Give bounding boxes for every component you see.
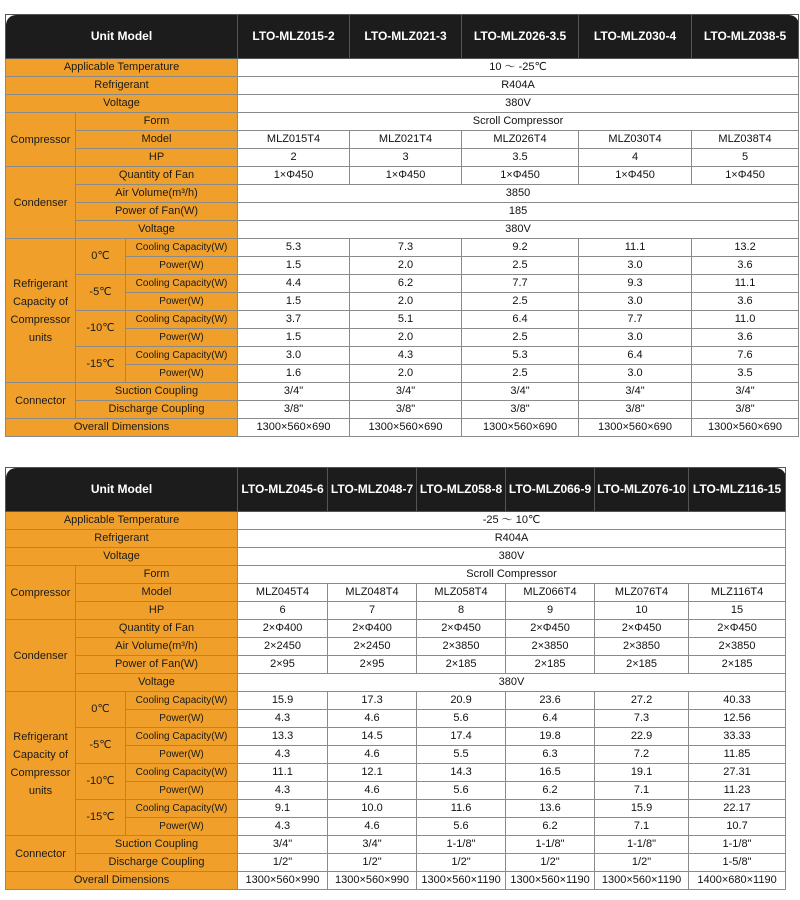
fan-quantity-value: 2×Φ450 bbox=[506, 620, 595, 638]
power-value: 4.3 bbox=[238, 710, 328, 728]
voltage-label: Voltage bbox=[6, 95, 238, 113]
temperature-label: -10℃ bbox=[76, 311, 126, 347]
power-value: 11.85 bbox=[689, 746, 786, 764]
refrigerant-value: R404A bbox=[238, 77, 799, 95]
fan-quantity-value: 1×Φ450 bbox=[462, 167, 579, 185]
overall-dimensions-row bbox=[6, 872, 786, 890]
cooling-value: 5.1 bbox=[350, 311, 462, 329]
cooling-capacity-row bbox=[6, 692, 786, 710]
air-volume-value: 3850 bbox=[238, 185, 799, 203]
compressor-model-value: MLZ045T4 bbox=[238, 584, 328, 602]
power-value: 2.5 bbox=[462, 293, 579, 311]
power-value: 2.0 bbox=[350, 293, 462, 311]
fan-quantity-value: 1×Φ450 bbox=[238, 167, 350, 185]
voltage-row bbox=[6, 95, 799, 113]
fan-quantity-value: 2×Φ450 bbox=[595, 620, 689, 638]
cooling-capacity-label: Cooling Capacity(W) bbox=[126, 347, 238, 365]
model-header: LTO-MLZ026-3.5 bbox=[462, 15, 579, 59]
power-value: 1.5 bbox=[238, 329, 350, 347]
model-header: LTO-MLZ066-9 bbox=[506, 468, 595, 512]
compressor-model-value: MLZ058T4 bbox=[417, 584, 506, 602]
cooling-value: 17.4 bbox=[417, 728, 506, 746]
model-label: Model bbox=[76, 584, 238, 602]
power-value: 10.7 bbox=[689, 818, 786, 836]
power-value: 6.4 bbox=[506, 710, 595, 728]
model-header: LTO-MLZ048-7 bbox=[328, 468, 417, 512]
header-row bbox=[6, 15, 799, 59]
hp-value: 4 bbox=[579, 149, 692, 167]
fan-power-value: 2×95 bbox=[328, 656, 417, 674]
applicable-temperature-value: 10 ～ -25℃ bbox=[238, 59, 799, 77]
temperature-label: -5℃ bbox=[76, 728, 126, 764]
power-value: 4.3 bbox=[238, 818, 328, 836]
cooling-value: 6.4 bbox=[462, 311, 579, 329]
dimension-value: 1300×560×690 bbox=[462, 419, 579, 437]
model-label: Model bbox=[76, 131, 238, 149]
suction-value: 3/4" bbox=[692, 383, 799, 401]
condenser-label: Condenser bbox=[6, 620, 76, 692]
condenser-voltage-value: 380V bbox=[238, 674, 786, 692]
power-value: 6.3 bbox=[506, 746, 595, 764]
dimension-value: 1300×560×690 bbox=[692, 419, 799, 437]
power-value: 7.3 bbox=[595, 710, 689, 728]
hp-value: 8 bbox=[417, 602, 506, 620]
suction-coupling-row bbox=[6, 836, 786, 854]
overall-dimensions-label: Overall Dimensions bbox=[6, 419, 238, 437]
dimension-value: 1300×560×690 bbox=[579, 419, 692, 437]
power-value: 2.5 bbox=[462, 329, 579, 347]
cooling-value: 17.3 bbox=[328, 692, 417, 710]
cooling-capacity-row bbox=[6, 275, 799, 293]
model-header: LTO-MLZ045-6 bbox=[238, 468, 328, 512]
cooling-value: 4.3 bbox=[350, 347, 462, 365]
cooling-value: 23.6 bbox=[506, 692, 595, 710]
cooling-value: 13.3 bbox=[238, 728, 328, 746]
power-value: 7.1 bbox=[595, 782, 689, 800]
hp-value: 3.5 bbox=[462, 149, 579, 167]
cooling-capacity-label: Cooling Capacity(W) bbox=[126, 764, 238, 782]
power-value: 3.0 bbox=[579, 293, 692, 311]
cooling-capacity-row bbox=[6, 347, 799, 365]
hp-value: 15 bbox=[689, 602, 786, 620]
refrigerant-label: Refrigerant bbox=[6, 77, 238, 95]
power-value: 4.3 bbox=[238, 782, 328, 800]
power-value: 6.2 bbox=[506, 818, 595, 836]
model-header: LTO-MLZ021-3 bbox=[350, 15, 462, 59]
air-volume-row bbox=[6, 185, 799, 203]
power-value: 12.56 bbox=[689, 710, 786, 728]
power-value: 2.5 bbox=[462, 257, 579, 275]
discharge-value: 1-5/8" bbox=[689, 854, 786, 872]
capacity-group-label: Refrigerant Capacity of Compressor units bbox=[6, 239, 76, 383]
cooling-capacity-row bbox=[6, 800, 786, 818]
power-value: 6.2 bbox=[506, 782, 595, 800]
compressor-model-row bbox=[6, 131, 799, 149]
dimension-value: 1300×560×1190 bbox=[595, 872, 689, 890]
model-header: LTO-MLZ038-5 bbox=[692, 15, 799, 59]
hp-value: 5 bbox=[692, 149, 799, 167]
compressor-model-value: MLZ021T4 bbox=[350, 131, 462, 149]
cooling-value: 20.9 bbox=[417, 692, 506, 710]
cooling-value: 5.3 bbox=[238, 239, 350, 257]
cooling-value: 7.7 bbox=[579, 311, 692, 329]
power-label: Power(W) bbox=[126, 293, 238, 311]
condenser-voltage-label: Voltage bbox=[76, 221, 238, 239]
cooling-value: 11.1 bbox=[692, 275, 799, 293]
fan-power-value: 2×95 bbox=[238, 656, 328, 674]
power-value: 7.2 bbox=[595, 746, 689, 764]
temperature-label: -15℃ bbox=[76, 347, 126, 383]
suction-value: 1-1/8" bbox=[689, 836, 786, 854]
dimension-value: 1300×560×990 bbox=[328, 872, 417, 890]
dimension-value: 1300×560×690 bbox=[238, 419, 350, 437]
cooling-capacity-row bbox=[6, 728, 786, 746]
cooling-capacity-label: Cooling Capacity(W) bbox=[126, 311, 238, 329]
power-value: 7.1 bbox=[595, 818, 689, 836]
suction-coupling-label: Suction Coupling bbox=[76, 383, 238, 401]
applicable-temperature-row bbox=[6, 59, 799, 77]
power-value: 5.6 bbox=[417, 818, 506, 836]
voltage-value: 380V bbox=[238, 548, 786, 566]
power-value: 5.5 bbox=[417, 746, 506, 764]
discharge-value: 1/2" bbox=[328, 854, 417, 872]
hp-value: 2 bbox=[238, 149, 350, 167]
cooling-value: 27.2 bbox=[595, 692, 689, 710]
cooling-capacity-row bbox=[6, 239, 799, 257]
voltage-row bbox=[6, 548, 786, 566]
temperature-label: 0℃ bbox=[76, 692, 126, 728]
cooling-value: 40.33 bbox=[689, 692, 786, 710]
power-label: Power(W) bbox=[126, 818, 238, 836]
cooling-value: 3.0 bbox=[238, 347, 350, 365]
refrigerant-row bbox=[6, 530, 786, 548]
power-value: 1.5 bbox=[238, 293, 350, 311]
applicable-temperature-value: -25 ～ 10℃ bbox=[238, 512, 786, 530]
power-label: Power(W) bbox=[126, 329, 238, 347]
air-volume-value: 2×2450 bbox=[238, 638, 328, 656]
cooling-value: 3.7 bbox=[238, 311, 350, 329]
air-volume-value: 2×3850 bbox=[595, 638, 689, 656]
fan-power-value: 2×185 bbox=[417, 656, 506, 674]
hp-value: 7 bbox=[328, 602, 417, 620]
cooling-capacity-label: Cooling Capacity(W) bbox=[126, 692, 238, 710]
air-volume-label: Air Volume(m³/h) bbox=[76, 185, 238, 203]
suction-value: 3/4" bbox=[328, 836, 417, 854]
hp-label: HP bbox=[76, 602, 238, 620]
suction-value: 3/4" bbox=[238, 383, 350, 401]
hp-value: 3 bbox=[350, 149, 462, 167]
discharge-value: 1/2" bbox=[506, 854, 595, 872]
cooling-value: 7.6 bbox=[692, 347, 799, 365]
fan-power-value: 2×185 bbox=[689, 656, 786, 674]
refrigerant-row bbox=[6, 77, 799, 95]
applicable-temperature-row bbox=[6, 512, 786, 530]
fan-quantity-row bbox=[6, 620, 786, 638]
power-value: 1.5 bbox=[238, 257, 350, 275]
air-volume-label: Air Volume(m³/h) bbox=[76, 638, 238, 656]
air-volume-value: 2×2450 bbox=[328, 638, 417, 656]
discharge-value: 1/2" bbox=[595, 854, 689, 872]
condenser-label: Condenser bbox=[6, 167, 76, 239]
refrigerant-label: Refrigerant bbox=[6, 530, 238, 548]
cooling-capacity-label: Cooling Capacity(W) bbox=[126, 728, 238, 746]
dimension-value: 1300×560×1190 bbox=[506, 872, 595, 890]
refrigerant-value: R404A bbox=[238, 530, 786, 548]
fan-power-value: 2×185 bbox=[506, 656, 595, 674]
discharge-coupling-row bbox=[6, 401, 799, 419]
compressor-form-row bbox=[6, 113, 799, 131]
power-value: 2.0 bbox=[350, 365, 462, 383]
model-header: LTO-MLZ015-2 bbox=[238, 15, 350, 59]
fan-power-value: 2×185 bbox=[595, 656, 689, 674]
cooling-capacity-label: Cooling Capacity(W) bbox=[126, 275, 238, 293]
cooling-value: 5.3 bbox=[462, 347, 579, 365]
power-value: 11.23 bbox=[689, 782, 786, 800]
power-value: 5.6 bbox=[417, 710, 506, 728]
compressor-model-value: MLZ030T4 bbox=[579, 131, 692, 149]
capacity-section bbox=[6, 692, 786, 836]
hp-row bbox=[6, 602, 786, 620]
cooling-value: 11.1 bbox=[238, 764, 328, 782]
model-header: LTO-MLZ058-8 bbox=[417, 468, 506, 512]
dimension-value: 1300×560×1190 bbox=[417, 872, 506, 890]
spec-table-1 bbox=[5, 14, 799, 437]
overall-dimensions-label: Overall Dimensions bbox=[6, 872, 238, 890]
compressor-model-value: MLZ076T4 bbox=[595, 584, 689, 602]
compressor-label: Compressor bbox=[6, 113, 76, 167]
cooling-value: 13.6 bbox=[506, 800, 595, 818]
discharge-coupling-label: Discharge Coupling bbox=[76, 854, 238, 872]
cooling-value: 33.33 bbox=[689, 728, 786, 746]
form-value: Scroll Compressor bbox=[238, 113, 799, 131]
discharge-value: 3/8" bbox=[579, 401, 692, 419]
compressor-model-value: MLZ026T4 bbox=[462, 131, 579, 149]
cooling-value: 6.2 bbox=[350, 275, 462, 293]
fan-power-label: Power of Fan(W) bbox=[76, 203, 238, 221]
cooling-value: 9.1 bbox=[238, 800, 328, 818]
unit-model-label: Unit Model bbox=[6, 15, 238, 59]
power-label: Power(W) bbox=[126, 257, 238, 275]
cooling-value: 22.17 bbox=[689, 800, 786, 818]
suction-value: 1-1/8" bbox=[417, 836, 506, 854]
hp-value: 9 bbox=[506, 602, 595, 620]
form-label: Form bbox=[76, 566, 238, 584]
discharge-value: 3/8" bbox=[692, 401, 799, 419]
cooling-capacity-label: Cooling Capacity(W) bbox=[126, 239, 238, 257]
cooling-capacity-row bbox=[6, 311, 799, 329]
fan-quantity-value: 2×Φ450 bbox=[417, 620, 506, 638]
connector-label: Connector bbox=[6, 383, 76, 419]
cooling-value: 19.8 bbox=[506, 728, 595, 746]
suction-value: 3/4" bbox=[350, 383, 462, 401]
power-label: Power(W) bbox=[126, 365, 238, 383]
cooling-value: 9.2 bbox=[462, 239, 579, 257]
model-header: LTO-MLZ076-10 bbox=[595, 468, 689, 512]
cooling-value: 14.3 bbox=[417, 764, 506, 782]
model-header: LTO-MLZ030-4 bbox=[579, 15, 692, 59]
temperature-label: -15℃ bbox=[76, 800, 126, 836]
temperature-label: -5℃ bbox=[76, 275, 126, 311]
fan-quantity-value: 1×Φ450 bbox=[692, 167, 799, 185]
cooling-value: 7.3 bbox=[350, 239, 462, 257]
form-value: Scroll Compressor bbox=[238, 566, 786, 584]
discharge-coupling-row bbox=[6, 854, 786, 872]
cooling-value: 9.3 bbox=[579, 275, 692, 293]
capacity-section bbox=[6, 239, 799, 383]
condenser-voltage-value: 380V bbox=[238, 221, 799, 239]
condenser-voltage-row bbox=[6, 674, 786, 692]
power-value: 4.6 bbox=[328, 782, 417, 800]
compressor-model-value: MLZ015T4 bbox=[238, 131, 350, 149]
cooling-value: 16.5 bbox=[506, 764, 595, 782]
suction-coupling-row bbox=[6, 383, 799, 401]
fan-quantity-row bbox=[6, 167, 799, 185]
voltage-label: Voltage bbox=[6, 548, 238, 566]
power-value: 4.6 bbox=[328, 710, 417, 728]
cooling-value: 22.9 bbox=[595, 728, 689, 746]
power-value: 2.5 bbox=[462, 365, 579, 383]
fan-quantity-label: Quantity of Fan bbox=[76, 167, 238, 185]
fan-quantity-value: 1×Φ450 bbox=[579, 167, 692, 185]
compressor-model-value: MLZ038T4 bbox=[692, 131, 799, 149]
condenser-voltage-label: Voltage bbox=[76, 674, 238, 692]
form-label: Form bbox=[76, 113, 238, 131]
fan-power-row bbox=[6, 203, 799, 221]
power-value: 3.0 bbox=[579, 329, 692, 347]
cooling-value: 19.1 bbox=[595, 764, 689, 782]
power-label: Power(W) bbox=[126, 746, 238, 764]
air-volume-value: 2×3850 bbox=[689, 638, 786, 656]
cooling-value: 6.4 bbox=[579, 347, 692, 365]
dimension-value: 1400×680×1190 bbox=[689, 872, 786, 890]
compressor-model-value: MLZ116T4 bbox=[689, 584, 786, 602]
power-value: 2.0 bbox=[350, 329, 462, 347]
suction-value: 3/4" bbox=[579, 383, 692, 401]
applicable-temperature-label: Applicable Temperature bbox=[6, 59, 238, 77]
cooling-value: 12.1 bbox=[328, 764, 417, 782]
fan-quantity-value: 1×Φ450 bbox=[350, 167, 462, 185]
fan-quantity-label: Quantity of Fan bbox=[76, 620, 238, 638]
model-header: LTO-MLZ116-15 bbox=[689, 468, 786, 512]
connector-label: Connector bbox=[6, 836, 76, 872]
suction-value: 3/4" bbox=[462, 383, 579, 401]
suction-value: 3/4" bbox=[238, 836, 328, 854]
dimension-value: 1300×560×690 bbox=[350, 419, 462, 437]
hp-label: HP bbox=[76, 149, 238, 167]
discharge-value: 3/8" bbox=[462, 401, 579, 419]
power-value: 4.3 bbox=[238, 746, 328, 764]
air-volume-row bbox=[6, 638, 786, 656]
power-value: 4.6 bbox=[328, 818, 417, 836]
cooling-value: 11.6 bbox=[417, 800, 506, 818]
temperature-label: -10℃ bbox=[76, 764, 126, 800]
spec-table-2 bbox=[5, 467, 786, 890]
capacity-group-label: Refrigerant Capacity of Compressor units bbox=[6, 692, 76, 836]
compressor-model-value: MLZ048T4 bbox=[328, 584, 417, 602]
compressor-model-row bbox=[6, 584, 786, 602]
voltage-value: 380V bbox=[238, 95, 799, 113]
cooling-value: 7.7 bbox=[462, 275, 579, 293]
suction-coupling-label: Suction Coupling bbox=[76, 836, 238, 854]
cooling-value: 13.2 bbox=[692, 239, 799, 257]
discharge-value: 1/2" bbox=[238, 854, 328, 872]
suction-value: 1-1/8" bbox=[595, 836, 689, 854]
unit-model-label: Unit Model bbox=[6, 468, 238, 512]
power-label: Power(W) bbox=[126, 782, 238, 800]
fan-power-value: 185 bbox=[238, 203, 799, 221]
power-value: 3.6 bbox=[692, 329, 799, 347]
cooling-capacity-row bbox=[6, 764, 786, 782]
air-volume-value: 2×3850 bbox=[506, 638, 595, 656]
temperature-label: 0℃ bbox=[76, 239, 126, 275]
cooling-value: 27.31 bbox=[689, 764, 786, 782]
header-row bbox=[6, 468, 786, 512]
condenser-voltage-row bbox=[6, 221, 799, 239]
cooling-capacity-label: Cooling Capacity(W) bbox=[126, 800, 238, 818]
applicable-temperature-label: Applicable Temperature bbox=[6, 512, 238, 530]
power-value: 1.6 bbox=[238, 365, 350, 383]
compressor-form-row bbox=[6, 566, 786, 584]
power-value: 3.6 bbox=[692, 293, 799, 311]
cooling-value: 11.1 bbox=[579, 239, 692, 257]
cooling-value: 15.9 bbox=[238, 692, 328, 710]
power-value: 3.5 bbox=[692, 365, 799, 383]
hp-row bbox=[6, 149, 799, 167]
cooling-value: 11.0 bbox=[692, 311, 799, 329]
cooling-value: 10.0 bbox=[328, 800, 417, 818]
discharge-value: 3/8" bbox=[238, 401, 350, 419]
cooling-value: 14.5 bbox=[328, 728, 417, 746]
compressor-model-value: MLZ066T4 bbox=[506, 584, 595, 602]
power-value: 5.6 bbox=[417, 782, 506, 800]
fan-quantity-value: 2×Φ400 bbox=[238, 620, 328, 638]
hp-value: 6 bbox=[238, 602, 328, 620]
air-volume-value: 2×3850 bbox=[417, 638, 506, 656]
power-value: 3.0 bbox=[579, 365, 692, 383]
hp-value: 10 bbox=[595, 602, 689, 620]
cooling-value: 4.4 bbox=[238, 275, 350, 293]
fan-power-row bbox=[6, 656, 786, 674]
power-value: 3.6 bbox=[692, 257, 799, 275]
cooling-value: 15.9 bbox=[595, 800, 689, 818]
power-value: 2.0 bbox=[350, 257, 462, 275]
discharge-coupling-label: Discharge Coupling bbox=[76, 401, 238, 419]
dimension-value: 1300×560×990 bbox=[238, 872, 328, 890]
fan-power-label: Power of Fan(W) bbox=[76, 656, 238, 674]
power-value: 4.6 bbox=[328, 746, 417, 764]
discharge-value: 3/8" bbox=[350, 401, 462, 419]
power-label: Power(W) bbox=[126, 710, 238, 728]
suction-value: 1-1/8" bbox=[506, 836, 595, 854]
overall-dimensions-row bbox=[6, 419, 799, 437]
discharge-value: 1/2" bbox=[417, 854, 506, 872]
compressor-label: Compressor bbox=[6, 566, 76, 620]
fan-quantity-value: 2×Φ400 bbox=[328, 620, 417, 638]
fan-quantity-value: 2×Φ450 bbox=[689, 620, 786, 638]
power-value: 3.0 bbox=[579, 257, 692, 275]
